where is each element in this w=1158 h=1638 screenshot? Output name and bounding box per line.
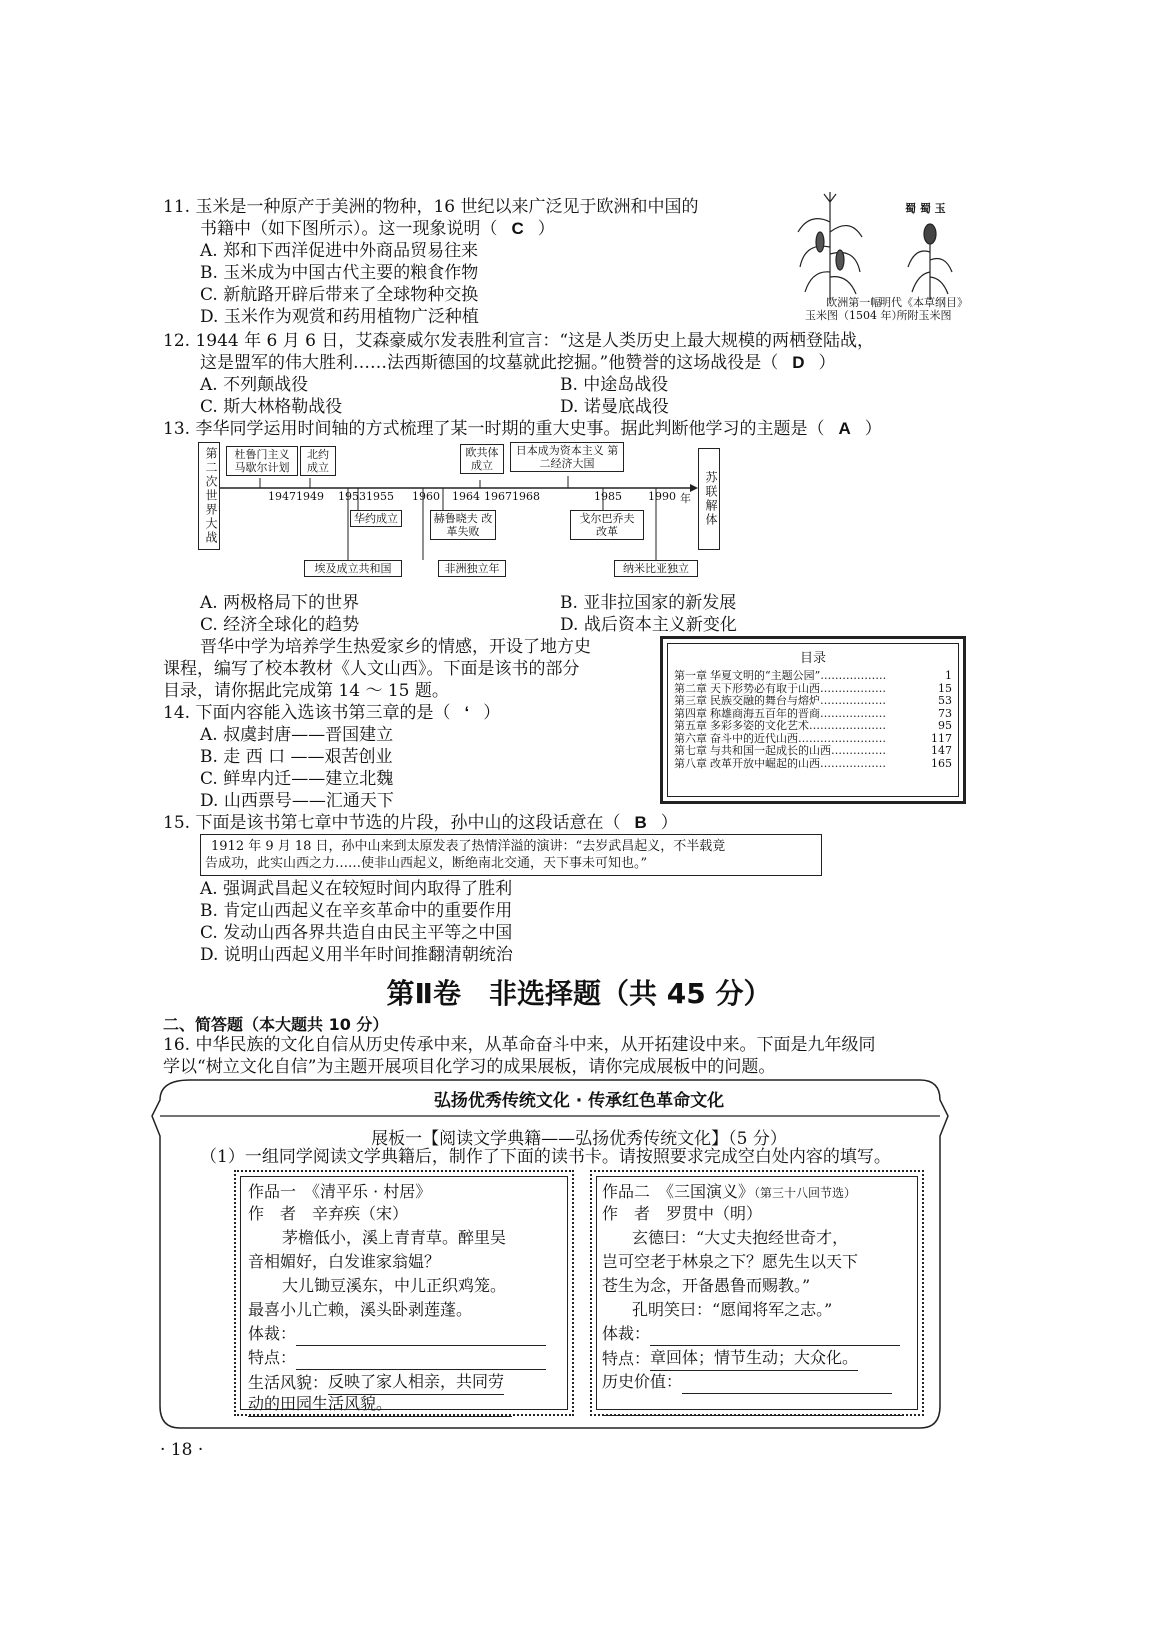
q12-option-c: C. 斯大林格勒战役 bbox=[200, 397, 343, 417]
intro14-line1: 晋华中学为培养学生热爱家乡的情感，开设了地方史 bbox=[200, 637, 591, 657]
corn-caption-left: 欧洲第一幅 玉米图（1504 年） bbox=[805, 296, 903, 322]
card2-value-blank2[interactable] bbox=[602, 1395, 902, 1416]
q15-answer: B bbox=[634, 813, 647, 832]
q16-board-title: 弘扬优秀传统文化 · 传承红色革命文化 bbox=[433, 1091, 725, 1111]
intro14-line3: 目录，请你据此完成第 14 ～ 15 题。 bbox=[163, 681, 449, 701]
reading-card-2 bbox=[590, 1170, 924, 1416]
q15-option-c: C. 发动山西各界共造自由民主平等之中国 bbox=[200, 923, 513, 943]
card2-feature-row: 特点：章回体；情节生动；大众化。 bbox=[602, 1346, 858, 1371]
toc-row: 第一章 华夏文明的“主题公园”……………… 1 bbox=[674, 669, 952, 682]
card1-life-value1: 反映了家人相亲，共同劳 bbox=[328, 1370, 504, 1395]
card1-life-row2 bbox=[248, 1392, 512, 1417]
q12-option-d: D. 诺曼底战役 bbox=[560, 397, 669, 417]
toc-row: 第四章 称雄商海五百年的晋商……………… 73 bbox=[674, 706, 952, 720]
q11-option-a: A. 郑和下西洋促进中外商品贸易往来 bbox=[200, 241, 479, 261]
card1-genre-blank[interactable] bbox=[296, 1325, 546, 1346]
q11-stem-line2: 书籍中（如下图所示）。这一现象说明（ C ） bbox=[200, 219, 555, 239]
card2-value-row2 bbox=[602, 1392, 902, 1416]
card1-life-row: 生活风貌：反映了家人相亲，共同劳 bbox=[248, 1370, 504, 1395]
toc-title: 目录 bbox=[799, 651, 826, 666]
q15-option-b: B. 肯定山西起义在辛亥革命中的重要作用 bbox=[200, 901, 513, 921]
toc-box bbox=[660, 636, 966, 804]
page-number: · 18 · bbox=[160, 1440, 204, 1460]
q11-option-b: B. 玉米成为中国古代主要的粮食作物 bbox=[200, 263, 479, 283]
card2-genre-row: 体裁： bbox=[602, 1322, 900, 1346]
q15-option-d: D. 说明山西起义用半年时间推翻清朝统治 bbox=[200, 945, 513, 965]
reading-card-1 bbox=[234, 1170, 574, 1416]
card1-work: 作品一 《清平乐 · 村居》 bbox=[248, 1182, 432, 1201]
card2-text-line4: 孔明笑曰：“愿闻将军之志。” bbox=[632, 1300, 833, 1319]
toc-row: 第八章 改革开放中崛起的山西……………… 165 bbox=[674, 756, 952, 770]
q15-stem: 15. 下面是该书第七章中节选的片段，孙中山的这段话意在（ B ） bbox=[163, 813, 678, 833]
card2-value-blank[interactable] bbox=[682, 1373, 892, 1394]
timeline-event-khrushchev: 赫鲁晓夫 改革失败 bbox=[430, 510, 496, 540]
toc-row: 第三章 民族交融的舞台与熔炉……………… 53 bbox=[674, 694, 952, 707]
card1-poem-line4: 最喜小儿亡赖，溪头卧剥莲蓬。 bbox=[248, 1300, 473, 1319]
q13-option-d: D. 战后资本主义新变化 bbox=[560, 615, 737, 635]
q12-stem-line2: 这是盟军的伟大胜利……法西斯德国的坟墓就此挖掘。”他赞誉的这场战役是（ D ） bbox=[200, 353, 836, 373]
timeline-event-nato: 北约 成立 bbox=[300, 446, 336, 476]
timeline-year-unit: 年 bbox=[680, 492, 691, 505]
card1-feature-blank[interactable] bbox=[296, 1349, 546, 1370]
corn-plant-ming-illustration bbox=[908, 224, 952, 300]
q12-stem-line1: 12. 1944 年 6 月 6 日，艾森豪威尔发表胜利宣言：“这是人类历史上最大规模的两栖登陆战， bbox=[163, 331, 875, 351]
toc-list bbox=[674, 670, 952, 770]
timeline-year-1953: 1953 bbox=[338, 490, 366, 503]
section2-title: 第Ⅱ卷 非选择题（共 45 分） bbox=[386, 977, 772, 1010]
q16-task1: （1）一组同学阅读文学典籍后，制作了下面的读书卡。请按照要求完成空白处内容的填写。 bbox=[200, 1147, 891, 1167]
q13-option-b: B. 亚非拉国家的新发展 bbox=[560, 593, 737, 613]
q15-quote-line2: 告成功，此实山西之力……使非山西起义，断绝南北交通，天下事未可知也。” bbox=[205, 856, 648, 871]
q16-stem-line2: 学以“树立文化自信”为主题开展项目化学习的成果展板，请你完成展板中的问题。 bbox=[163, 1057, 776, 1077]
card2-text-line2: 岂可空老于林泉之下？愿先生以天下 bbox=[602, 1252, 859, 1271]
timeline-right-box: 苏联解体 bbox=[698, 448, 720, 550]
timeline-left-box: 第二次世界大战 bbox=[198, 442, 220, 550]
toc-row: 第二章 天下形势必有取于山西……………… 15 bbox=[674, 681, 952, 695]
q13-option-c: C. 经济全球化的趋势 bbox=[200, 615, 360, 635]
timeline-year-1960: 1960 bbox=[412, 490, 440, 503]
q13-stem: 13. 李华同学运用时间轴的方式梳理了某一时期的重大史事。据此判断他学习的主题是（ A ） bbox=[163, 419, 882, 439]
timeline-year-1968: 1968 bbox=[512, 490, 540, 503]
toc-row: 第五章 多彩多姿的文化艺术………………… 95 bbox=[674, 719, 952, 732]
intro14-line2: 课程，编写了校本教材《人文山西》。下面是该书的部分 bbox=[163, 659, 580, 679]
timeline-event-truman: 杜鲁门主义 马歇尔计划 bbox=[226, 446, 298, 476]
timeline-year-1985: 1985 bbox=[594, 490, 622, 503]
q14-option-b: B. 走 西 口 ——艰苦创业 bbox=[200, 747, 393, 767]
corn-caption-right: 明代《本草纲目》 所附玉米图 bbox=[880, 296, 968, 322]
timeline-event-ec: 欧共体 成立 bbox=[460, 444, 504, 474]
timeline-year-1955: 1955 bbox=[366, 490, 394, 503]
timeline-event-egypt: 埃及成立共和国 bbox=[304, 560, 402, 577]
q13-timeline bbox=[198, 440, 720, 590]
q14-option-d: D. 山西票号——汇通天下 bbox=[200, 791, 394, 811]
q12-option-a: A. 不列颠战役 bbox=[200, 375, 309, 395]
card2-text-line1: 玄德曰：“大丈夫抱经世奇才， bbox=[632, 1228, 849, 1247]
corn-plant-europe-illustration bbox=[798, 192, 862, 300]
card2-work: 作品二 《三国演义》（第三十八回节选） bbox=[602, 1182, 857, 1201]
q13-answer: A bbox=[838, 419, 851, 438]
q11-option-d: D. 玉米作为观赏和药用植物广泛种植 bbox=[200, 307, 479, 327]
toc-row: 第六章 奋斗中的近代山西…………………… 117 bbox=[674, 731, 952, 745]
q14-stem: 14. 下面内容能入选该书第三章的是（ ‘ ） bbox=[163, 703, 501, 723]
timeline-year-1964: 1964 bbox=[452, 490, 480, 503]
q15-quote-line1: 1912 年 9 月 18 日，孙中山来到太原发表了热情洋溢的演讲：“去岁武昌起义，不半载竟 bbox=[211, 839, 726, 854]
timeline-year-1967: 1967 bbox=[484, 490, 512, 503]
card1-genre-row: 体裁： bbox=[248, 1322, 546, 1346]
q12-option-b: B. 中途岛战役 bbox=[560, 375, 669, 395]
card1-poem-line1: 茅檐低小，溪上青青草。醉里吴 bbox=[282, 1228, 507, 1247]
card2-genre-blank[interactable] bbox=[650, 1325, 900, 1346]
timeline-event-namibia: 纳米比亚独立 bbox=[614, 560, 698, 577]
card1-poem-line3: 大儿锄豆溪东，中儿正织鸡笼。 bbox=[282, 1276, 507, 1295]
q14-option-a: A. 叔虞封唐——晋国建立 bbox=[200, 725, 394, 745]
card2-text-line3: 苍生为念，开备愚鲁而赐教。” bbox=[602, 1276, 811, 1295]
card2-value-row: 历史价值： bbox=[602, 1370, 892, 1394]
q15-quote-box bbox=[200, 834, 822, 876]
timeline-event-africa-year: 非洲独立年 bbox=[438, 560, 506, 577]
timeline-year-1990: 1990 bbox=[648, 490, 676, 503]
card1-feature-row: 特点： bbox=[248, 1346, 546, 1370]
q16-stem-line1: 16. 中华民族的文化自信从历史传承中来，从革命奋斗中来，从开拓建设中来。下面是九年级同 bbox=[163, 1035, 876, 1055]
timeline-year-1949: 1949 bbox=[296, 490, 324, 503]
section2-subtitle: 二、简答题（本大题共 10 分） bbox=[163, 1015, 389, 1034]
card1-poem-line2: 音相媚好，白发谁家翁媪？ bbox=[248, 1252, 441, 1271]
q14-option-c: C. 鲜卑内迁——建立北魏 bbox=[200, 769, 394, 789]
q15-option-a: A. 强调武昌起义在较短时间内取得了胜利 bbox=[200, 879, 513, 899]
toc-row: 第七章 与共和国一起成长的山西…………… 147 bbox=[674, 744, 952, 757]
timeline-event-warsaw-pact: 华约成立 bbox=[350, 510, 402, 527]
timeline-event-japan: 日本成为资本主义 第二经济大国 bbox=[510, 442, 624, 472]
q14-mark: ‘ bbox=[464, 703, 470, 722]
q11-stem-line1: 11. 玉米是一种原产于美洲的物种，16 世纪以来广泛见于欧洲和中国的 bbox=[163, 197, 699, 217]
q11-option-c: C. 新航路开辟后带来了全球物种交换 bbox=[200, 285, 479, 305]
q12-answer: D bbox=[792, 353, 805, 372]
card2-author: 作 者 罗贯中（明） bbox=[602, 1204, 763, 1223]
timeline-event-gorbachev: 戈尔巴乔夫 改革 bbox=[570, 510, 644, 540]
q11-answer: C bbox=[511, 219, 524, 238]
corn-image-top-label: 蜀 蜀 玉 bbox=[905, 202, 946, 215]
card1-author: 作 者 辛弃疾（宋） bbox=[248, 1204, 409, 1223]
card2-feature-value: 章回体；情节生动；大众化。 bbox=[650, 1346, 858, 1371]
timeline-year-1947: 1947 bbox=[268, 490, 296, 503]
q16-panel1-title: 展板一【阅读文学典籍——弘扬优秀传统文化】（5 分） bbox=[371, 1129, 787, 1149]
card1-life-value2: 动的田园生活风貌。 bbox=[248, 1392, 392, 1417]
q13-option-a: A. 两极格局下的世界 bbox=[200, 593, 360, 613]
